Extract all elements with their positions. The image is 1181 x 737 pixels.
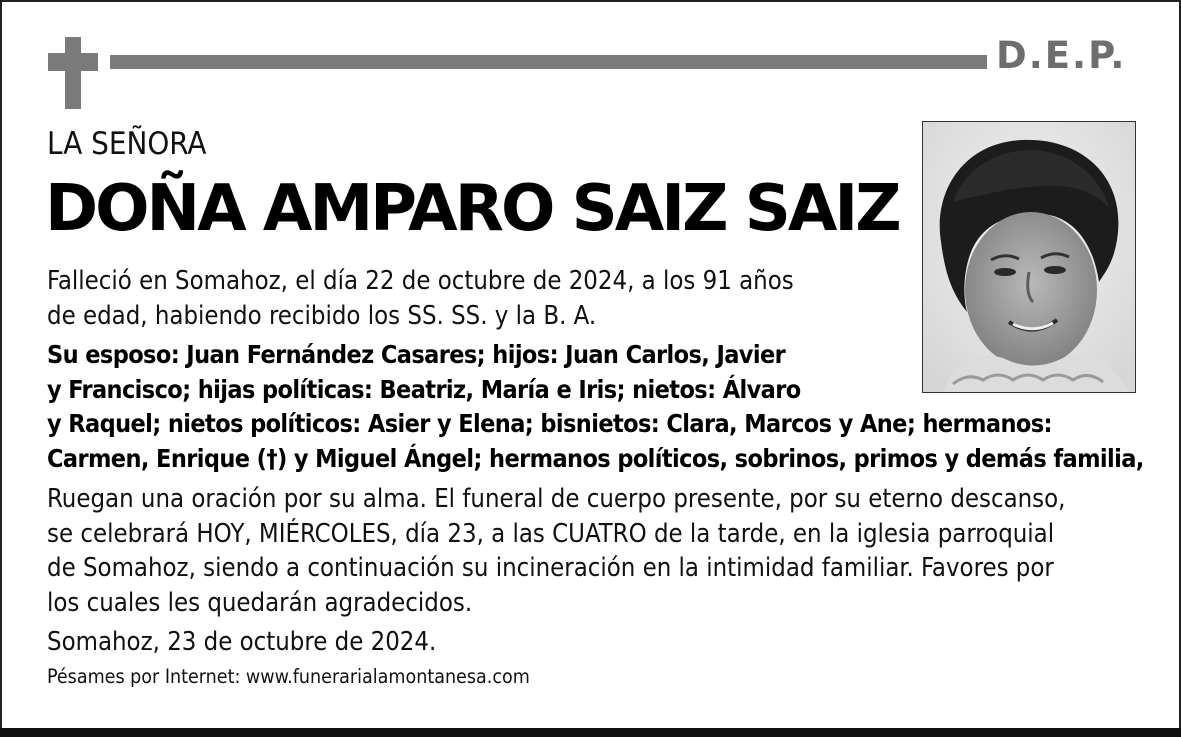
funeral-paragraph xyxy=(47,482,1065,620)
portrait-image xyxy=(923,122,1135,392)
header-rule xyxy=(110,55,987,69)
funeral-line: se celebrará HOY, MIÉRCOLES, día 23, a las CUATRO de la tarde, en la iglesia parroquial xyxy=(47,518,1055,549)
frame-border-bottom xyxy=(0,728,1181,737)
funeral-line: de Somahoz, siendo a continuación su incineración en la intimidad familiar. Favores por xyxy=(47,553,1054,583)
death-line: Falleció en Somahoz, el día 22 de octubre de 2024, a los 91 años xyxy=(47,266,794,296)
cross-horizontal-bar xyxy=(48,53,98,71)
frame-border-top xyxy=(0,0,1181,2)
deceased-name: DOÑA AMPARO SAIZ SAIZ xyxy=(45,172,899,246)
family-line: y Raquel; nietos políticos: Asier y Elena; bisnietos: Clara, Marcos y Ane; hermanos: xyxy=(47,409,1052,438)
family-line: Su esposo: Juan Fernández Casares; hijos: Juan Carlos, Javier xyxy=(47,340,786,369)
cross-vertical-bar xyxy=(65,37,81,109)
portrait-photo xyxy=(922,121,1136,393)
family-line: y Francisco; hijas políticas: Beatriz, María e Iris; nietos: Álvaro xyxy=(47,374,801,404)
notice-title: LA SEÑORA xyxy=(47,126,207,162)
death-paragraph xyxy=(47,264,794,333)
place-date: Somahoz, 23 de octubre de 2024. xyxy=(47,627,437,657)
funeral-line: los cuales les quedarán agradecidos. xyxy=(47,587,473,618)
death-line: de edad, habiendo recibido los SS. SS. y la B. A. xyxy=(47,300,597,331)
condolences-link-text: Pésames por Internet: www.funerarialamontanesa.com xyxy=(47,665,530,688)
family-line: Carmen, Enrique (†) y Miguel Ángel; hermanos políticos, sobrinos, primos y demás familia, xyxy=(47,443,1144,473)
dep-label: D.E.P. xyxy=(996,34,1127,77)
frame-border-left xyxy=(0,0,2,737)
funeral-line: Ruegan una oración por su alma. El funeral de cuerpo presente, por su eterno descanso, xyxy=(47,484,1066,514)
